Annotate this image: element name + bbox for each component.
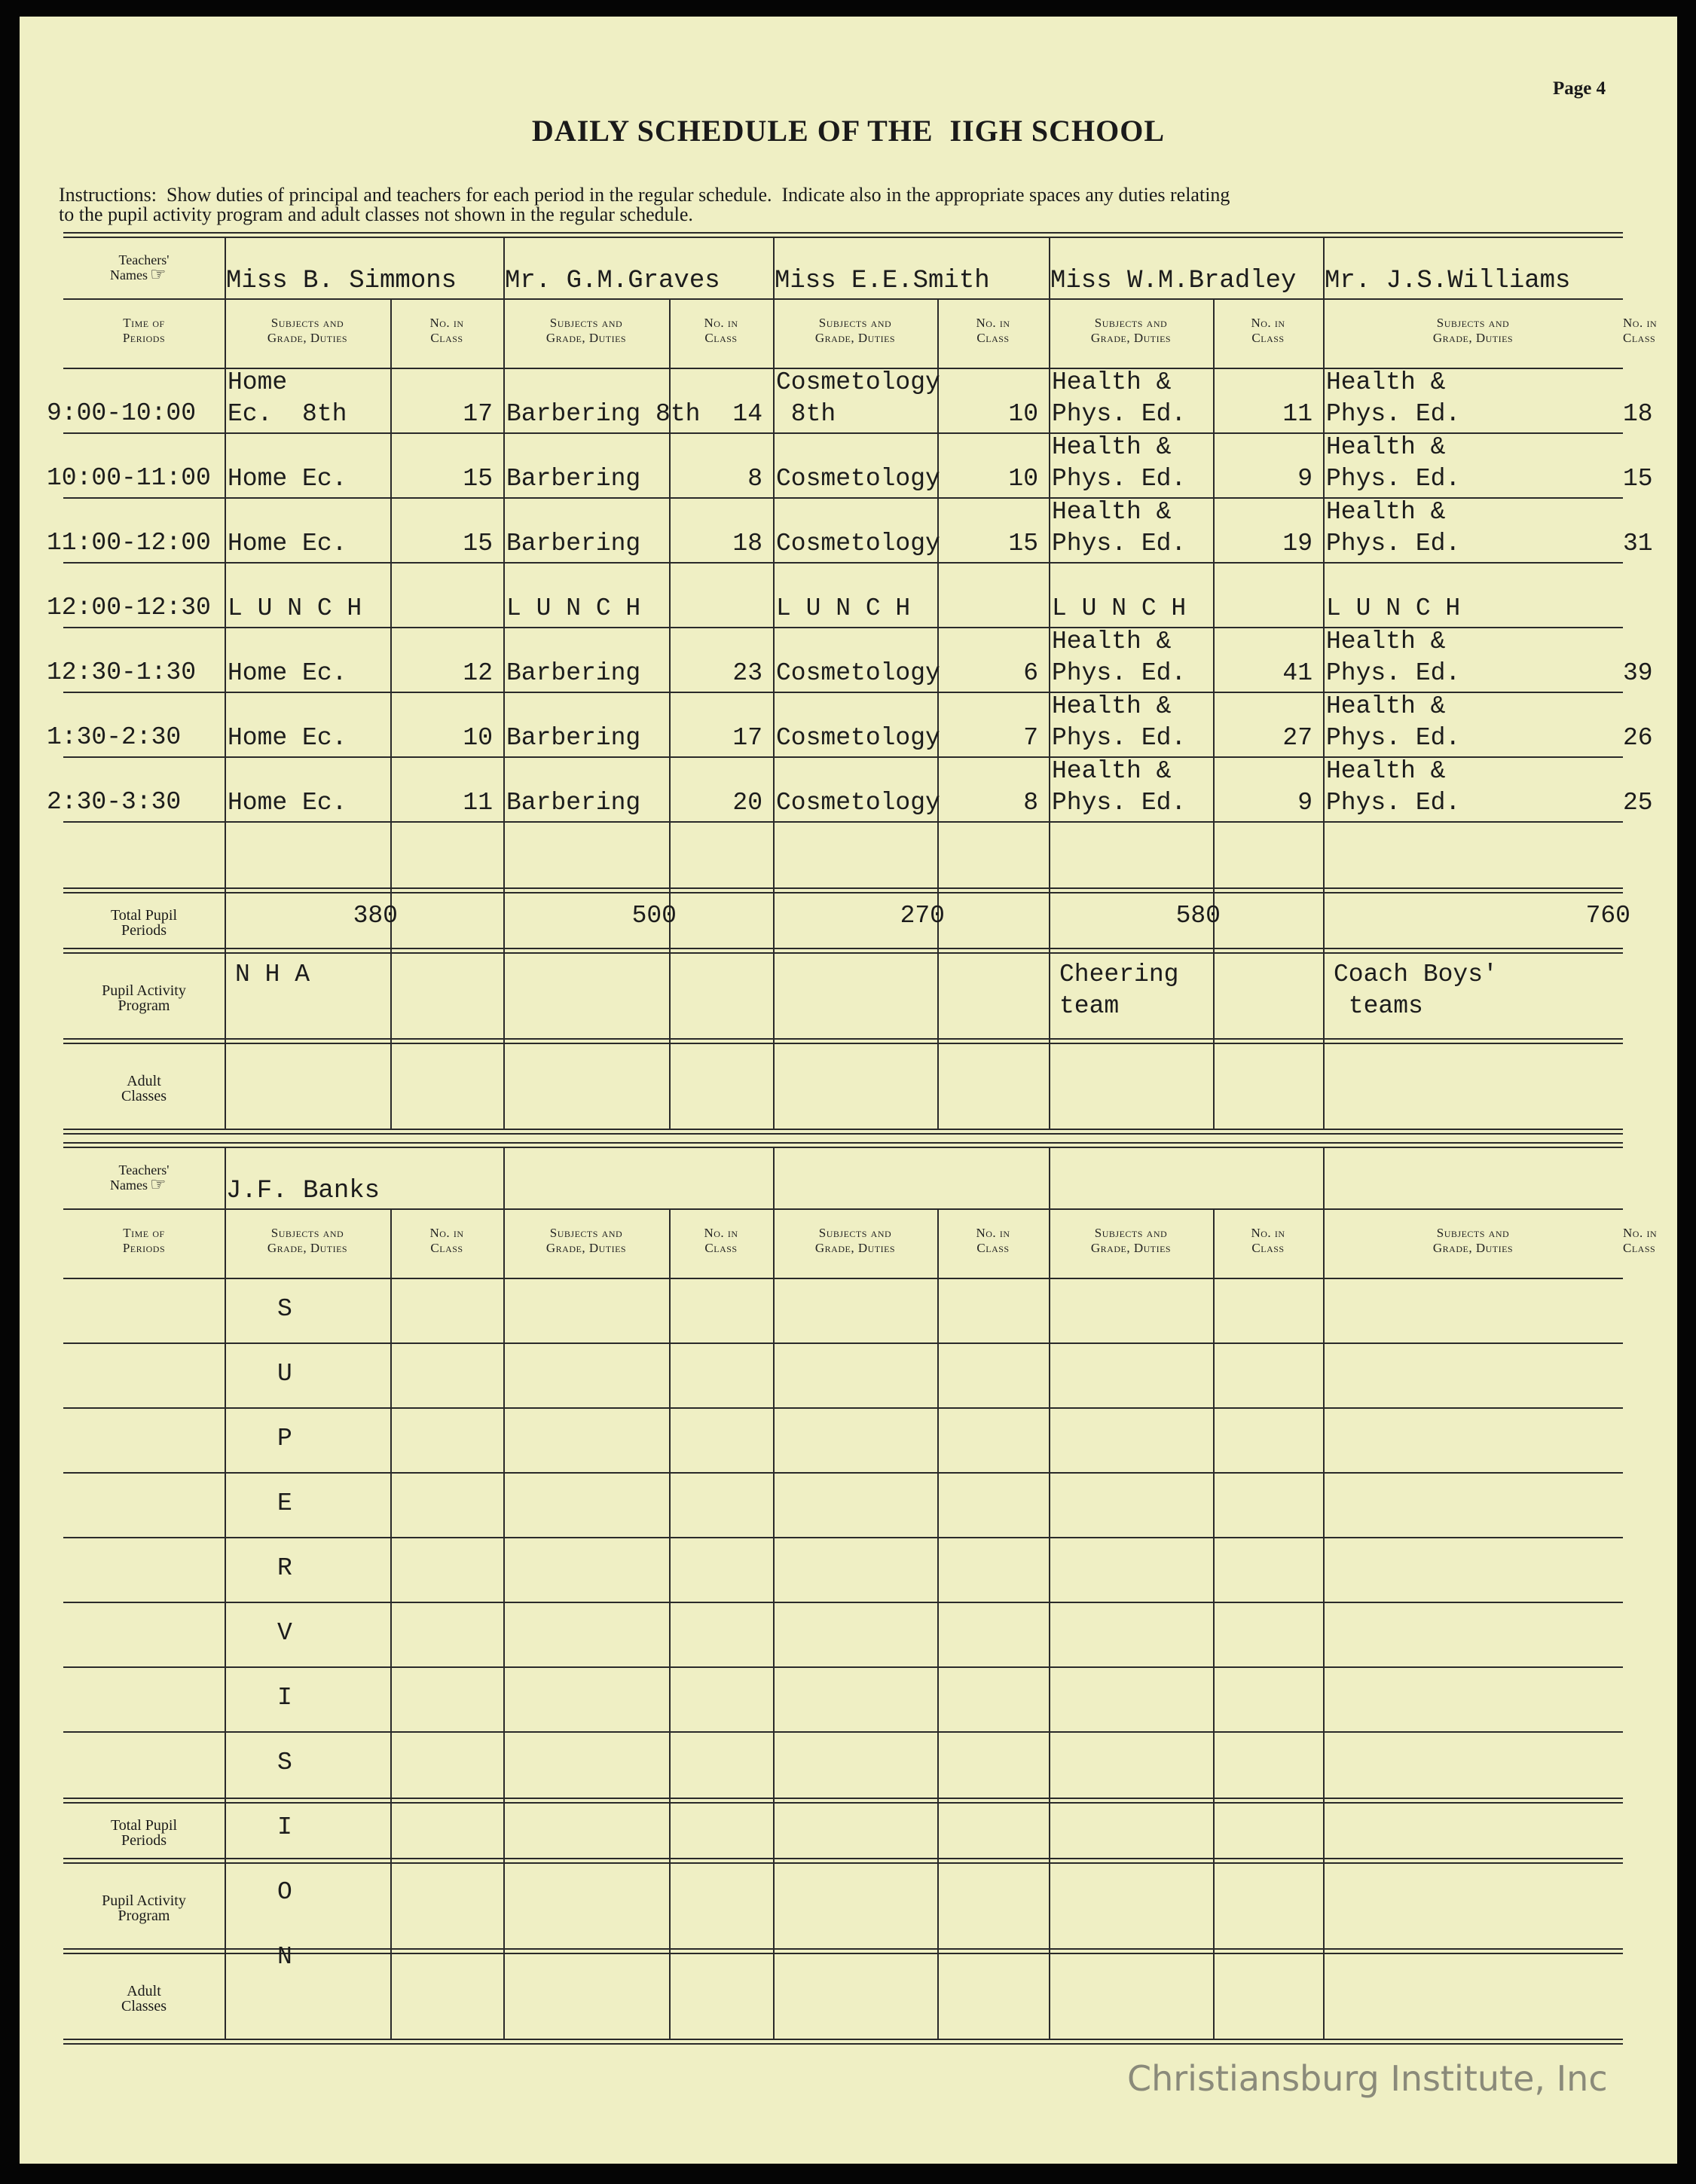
section1-no-in-class-header: Class <box>1251 331 1285 345</box>
class-count: 8 <box>1023 789 1038 817</box>
section1-period-rule <box>63 562 1623 564</box>
section2-col-rule <box>225 1147 226 2039</box>
section2-subjects-header: Grade, Duties <box>1432 1241 1514 1255</box>
section1-bottom-rule <box>63 1129 1623 1130</box>
supervision-letter: N <box>277 1943 292 1971</box>
section1-no-in-class-header: Class <box>976 331 1010 345</box>
supervision-letter: I <box>277 1813 292 1841</box>
section2-time-header: Time of <box>123 1226 165 1240</box>
section2-no-in-class-header: No. in <box>704 1226 738 1240</box>
subject-line-2: Barbering <box>506 789 641 817</box>
section2-subjects-header: Grade, Duties <box>814 1241 896 1255</box>
class-count: 7 <box>1023 724 1038 752</box>
class-count: 12 <box>463 659 493 687</box>
subject-line-2: Phys. Ed. <box>1326 465 1461 493</box>
section2-adult-classes-label: Classes <box>121 1998 167 2014</box>
section1-bottom-rule <box>63 1133 1623 1135</box>
subject-line-2: Barbering 8th <box>506 400 701 428</box>
subject-line-2: Phys. Ed. <box>1326 400 1461 428</box>
subject-line-2: Barbering <box>506 465 641 493</box>
section2-subjects-header: Subjects and <box>1436 1226 1510 1240</box>
section2-subjects-header: Subjects and <box>270 1226 344 1240</box>
section1-col-rule <box>1049 237 1050 1129</box>
watermark: Christiansburg Institute, Inc <box>1127 2058 1608 2099</box>
section2-adult-classes-label: Adult <box>127 1983 161 1999</box>
subject-line-1: Health & <box>1326 692 1446 720</box>
section2-no-in-class-header: Class <box>704 1241 738 1255</box>
subject-line-2: Phys. Ed. <box>1326 724 1461 752</box>
teacher-name: Miss B. Simmons <box>226 267 457 295</box>
section2-adult-rule <box>63 1948 1623 1950</box>
section2-subjects-header: Subjects and <box>818 1226 892 1240</box>
period-time: 11:00-12:00 <box>47 529 211 557</box>
pupil-activity: teams <box>1334 992 1423 1020</box>
section1-no-in-class-header: No. in <box>1623 316 1658 330</box>
class-count: 26 <box>1623 724 1653 752</box>
class-count: 31 <box>1623 530 1653 557</box>
document-page <box>20 17 1677 2164</box>
section1-no-in-class-header: Class <box>430 331 463 345</box>
section2-subjects-header: Grade, Duties <box>545 1241 627 1255</box>
section2-adult-rule <box>63 1953 1623 1954</box>
class-count: 41 <box>1282 659 1312 687</box>
section2-subjects-header: Subjects and <box>1094 1226 1168 1240</box>
teacher-name: Miss W.M.Bradley <box>1050 267 1297 295</box>
section2-col-rule <box>669 1208 671 2039</box>
subject-line-2: L U N C H <box>1326 594 1461 622</box>
section2-activity-rule <box>63 1858 1623 1859</box>
section1-name-row-rule <box>63 298 1623 300</box>
section2-no-in-class-header: Class <box>1251 1241 1285 1255</box>
subject-line-2: Phys. Ed. <box>1052 465 1187 493</box>
section1-no-in-class-header: No. in <box>429 316 464 330</box>
class-count: 9 <box>1297 465 1312 493</box>
section1-time-header: Time of <box>123 316 165 330</box>
section1-no-in-class-header: Class <box>1623 331 1656 345</box>
subject-line-2: Phys. Ed. <box>1052 400 1187 428</box>
section1-adult-rule <box>63 1038 1623 1040</box>
section1-total-pupil-label: Periods <box>121 922 167 939</box>
subject-line-2: Home Ec. <box>228 659 347 687</box>
class-count: 15 <box>463 530 493 557</box>
section1-period-rule <box>63 821 1623 823</box>
section2-no-in-class-header: No. in <box>1251 1226 1285 1240</box>
section2-period-rule <box>63 1731 1623 1733</box>
section2-col-rule <box>1213 1208 1215 2039</box>
section1-pupil-activity-label: Pupil Activity <box>102 982 186 999</box>
instructions-line-1: Instructions: Show duties of principal and teachers for each period in the regular schedule. Indicate also in the appropriate spaces any duties relating <box>59 184 1230 206</box>
class-count: 20 <box>732 789 762 817</box>
section1-subjects-header: Grade, Duties <box>545 331 627 345</box>
supervision-letter: V <box>277 1619 292 1647</box>
section2-teachers-names-label: Names <box>110 1178 148 1193</box>
section2-col-rule <box>390 1208 392 2039</box>
teacher-name: Mr. J.S.Williams <box>1325 267 1571 295</box>
section2-top-rule <box>63 1147 1623 1148</box>
section1-activity-rule <box>63 952 1623 954</box>
total-pupil-periods: 760 <box>1585 902 1630 930</box>
pupil-activity: N H A <box>235 961 310 988</box>
class-count: 18 <box>1623 400 1653 428</box>
class-count: 23 <box>732 659 762 687</box>
subject-line-2: 8th <box>776 400 836 428</box>
class-count: 15 <box>1623 465 1653 493</box>
subject-line-2: Phys. Ed. <box>1326 659 1461 687</box>
section1-no-in-class-header: No. in <box>704 316 738 330</box>
section1-no-in-class-header: No. in <box>1251 316 1285 330</box>
class-count: 17 <box>732 724 762 752</box>
supervision-letter: R <box>277 1554 292 1582</box>
section2-time-header: Periods <box>122 1241 166 1255</box>
period-time: 9:00-10:00 <box>47 399 197 427</box>
class-count: 27 <box>1282 724 1312 752</box>
subject-line-1: Health & <box>1326 628 1446 655</box>
class-count: 19 <box>1282 530 1312 557</box>
section1-time-header: Periods <box>122 331 166 345</box>
class-count: 8 <box>747 465 762 493</box>
section2-subjects-header: Subjects and <box>549 1226 623 1240</box>
class-count: 10 <box>1008 400 1038 428</box>
section1-col-rule <box>773 237 775 1129</box>
subject-line-2: Phys. Ed. <box>1052 530 1187 557</box>
period-time: 2:30-3:30 <box>47 788 182 816</box>
section1-subjects-header: Grade, Duties <box>1090 331 1172 345</box>
subject-line-2: Home Ec. <box>228 465 347 493</box>
section1-no-in-class-header: Class <box>704 331 738 345</box>
section2-header-row-rule <box>63 1278 1623 1279</box>
supervision-letter: I <box>277 1684 292 1712</box>
pupil-activity: Coach Boys' <box>1334 961 1498 988</box>
section2-period-rule <box>63 1472 1623 1474</box>
section2-pupil-activity-label: Pupil Activity <box>102 1892 186 1909</box>
section2-no-in-class-header: No. in <box>429 1226 464 1240</box>
subject-line-2: L U N C H <box>1052 594 1187 622</box>
section2-teachers-names-label: Teachers' <box>118 1162 170 1178</box>
section2-col-rule <box>773 1147 775 2039</box>
section2-period-rule <box>63 1602 1623 1603</box>
period-time: 10:00-11:00 <box>47 464 211 492</box>
supervision-letter: U <box>277 1360 292 1388</box>
section1-totals-rule <box>63 892 1623 893</box>
class-count: 10 <box>463 724 493 752</box>
section1-pointing-hand-icon: ☞ <box>150 265 167 285</box>
section1-activity-rule <box>63 948 1623 949</box>
subject-line-2: Home Ec. <box>228 530 347 557</box>
pupil-activity: team <box>1059 992 1120 1020</box>
subject-line-2: Home Ec. <box>228 724 347 752</box>
period-time: 12:30-1:30 <box>47 658 197 686</box>
class-count: 10 <box>1008 465 1038 493</box>
class-count: 14 <box>732 400 762 428</box>
subject-line-2: Phys. Ed. <box>1052 789 1187 817</box>
instructions-line-2: to the pupil activity program and adult classes not shown in the regular schedule. <box>59 203 693 225</box>
section2-no-in-class-header: No. in <box>1623 1226 1658 1240</box>
supervision-letter: S <box>277 1295 292 1323</box>
section2-bottom-rule <box>63 2039 1623 2040</box>
section1-pupil-activity-label: Program <box>118 997 170 1014</box>
section2-col-rule <box>1049 1147 1050 2039</box>
section1-subjects-header: Subjects and <box>270 316 344 330</box>
subject-line-1: Health & <box>1052 757 1172 785</box>
subject-line-2: Ec. 8th <box>228 400 347 428</box>
section1-col-rule <box>503 237 505 1129</box>
section1-subjects-header: Grade, Duties <box>814 331 896 345</box>
subject-line-2: Cosmetology <box>776 530 940 557</box>
total-pupil-periods: 500 <box>631 902 677 930</box>
supervision-letter: P <box>277 1425 292 1452</box>
section1-col-rule <box>1323 237 1325 1129</box>
section2-no-in-class-header: Class <box>430 1241 463 1255</box>
section2-no-in-class-header: Class <box>1623 1241 1656 1255</box>
teacher-name: Miss E.E.Smith <box>775 267 990 295</box>
page-label: Page 4 <box>1553 78 1606 99</box>
class-count: 17 <box>463 400 493 428</box>
subject-line-1: Health & <box>1326 368 1446 396</box>
class-count: 11 <box>463 789 493 817</box>
class-count: 15 <box>1008 530 1038 557</box>
section1-total-pupil-label: Total Pupil <box>110 907 178 924</box>
subject-line-1: Health & <box>1052 628 1172 655</box>
subject-line-1: Health & <box>1052 368 1172 396</box>
section2-subjects-header: Grade, Duties <box>1090 1241 1172 1255</box>
subject-line-2: L U N C H <box>228 594 362 622</box>
subject-line-2: Cosmetology <box>776 789 940 817</box>
subject-line-1: Home <box>228 368 288 396</box>
subject-line-1: Health & <box>1052 433 1172 461</box>
section1-subjects-header: Subjects and <box>818 316 892 330</box>
supervision-letter: E <box>277 1489 292 1517</box>
subject-line-1: Cosmetology <box>776 368 940 396</box>
class-count: 6 <box>1023 659 1038 687</box>
section2-top-rule <box>63 1142 1623 1144</box>
class-count: 18 <box>732 530 762 557</box>
subject-line-1: Health & <box>1052 692 1172 720</box>
section2-totals-rule <box>63 1798 1623 1799</box>
period-time: 12:00-12:30 <box>47 594 211 622</box>
subject-line-2: Barbering <box>506 724 641 752</box>
section1-subjects-header: Grade, Duties <box>1432 331 1514 345</box>
section2-no-in-class-header: Class <box>976 1241 1010 1255</box>
section2-period-rule <box>63 1666 1623 1668</box>
section1-subjects-header: Subjects and <box>1094 316 1168 330</box>
section1-top-rule <box>63 232 1623 234</box>
subject-line-1: Health & <box>1052 498 1172 526</box>
section1-subjects-header: Grade, Duties <box>267 331 348 345</box>
section2-period-rule <box>63 1407 1623 1409</box>
section2-no-in-class-header: No. in <box>976 1226 1010 1240</box>
section1-totals-rule <box>63 887 1623 889</box>
class-count: 15 <box>463 465 493 493</box>
subject-line-2: Phys. Ed. <box>1052 724 1187 752</box>
section2-subjects-header: Grade, Duties <box>267 1241 348 1255</box>
total-pupil-periods: 580 <box>1175 902 1221 930</box>
section2-period-rule <box>63 1537 1623 1538</box>
subject-line-2: L U N C H <box>776 594 911 622</box>
subject-line-1: Health & <box>1326 757 1446 785</box>
section2-total-pupil-label: Total Pupil <box>110 1817 178 1834</box>
section1-teachers-names-label: Names <box>110 267 148 283</box>
section2-pupil-activity-label: Program <box>118 1908 170 1924</box>
section2-col-rule <box>937 1208 939 2039</box>
section1-subjects-header: Subjects and <box>549 316 623 330</box>
period-time: 1:30-2:30 <box>47 723 182 751</box>
page-title: DAILY SCHEDULE OF THE IIGH SCHOOL <box>531 114 1166 148</box>
section2-pointing-hand-icon: ☞ <box>150 1175 167 1195</box>
section1-adult-rule <box>63 1043 1623 1044</box>
pupil-activity: Cheering <box>1059 961 1179 988</box>
section1-subjects-header: Subjects and <box>1436 316 1510 330</box>
total-pupil-periods: 270 <box>900 902 945 930</box>
subject-line-2: Phys. Ed. <box>1052 659 1187 687</box>
section2-activity-rule <box>63 1862 1623 1864</box>
teacher-name: J.F. Banks <box>226 1177 380 1205</box>
section1-no-in-class-header: No. in <box>976 316 1010 330</box>
supervision-letter: S <box>277 1749 292 1776</box>
class-count: 9 <box>1297 789 1312 817</box>
section2-col-rule <box>503 1147 505 2039</box>
subject-line-2: Phys. Ed. <box>1326 530 1461 557</box>
subject-line-2: L U N C H <box>506 594 641 622</box>
section2-col-rule <box>1323 1147 1325 2039</box>
subject-line-1: Health & <box>1326 433 1446 461</box>
section1-adult-classes-label: Classes <box>121 1088 167 1104</box>
section1-top-rule <box>63 237 1623 238</box>
section2-name-row-rule <box>63 1208 1623 1210</box>
subject-line-2: Phys. Ed. <box>1326 789 1461 817</box>
subject-line-2: Barbering <box>506 659 641 687</box>
class-count: 39 <box>1623 659 1653 687</box>
section2-totals-rule <box>63 1802 1623 1804</box>
class-count: 11 <box>1282 400 1312 428</box>
section2-bottom-rule <box>63 2043 1623 2045</box>
subject-line-1: Health & <box>1326 498 1446 526</box>
teacher-name: Mr. G.M.Graves <box>505 267 720 295</box>
subject-line-2: Cosmetology <box>776 659 940 687</box>
section2-period-rule <box>63 1342 1623 1344</box>
section1-teachers-names-label: Teachers' <box>118 252 170 267</box>
subject-line-2: Home Ec. <box>228 789 347 817</box>
total-pupil-periods: 380 <box>353 902 398 930</box>
subject-line-2: Barbering <box>506 530 641 557</box>
section1-col-rule <box>225 237 226 1129</box>
subject-line-2: Cosmetology <box>776 465 940 493</box>
class-count: 25 <box>1623 789 1653 817</box>
supervision-letter: O <box>277 1878 292 1906</box>
section1-adult-classes-label: Adult <box>127 1073 161 1089</box>
subject-line-2: Cosmetology <box>776 724 940 752</box>
section2-total-pupil-label: Periods <box>121 1832 167 1849</box>
